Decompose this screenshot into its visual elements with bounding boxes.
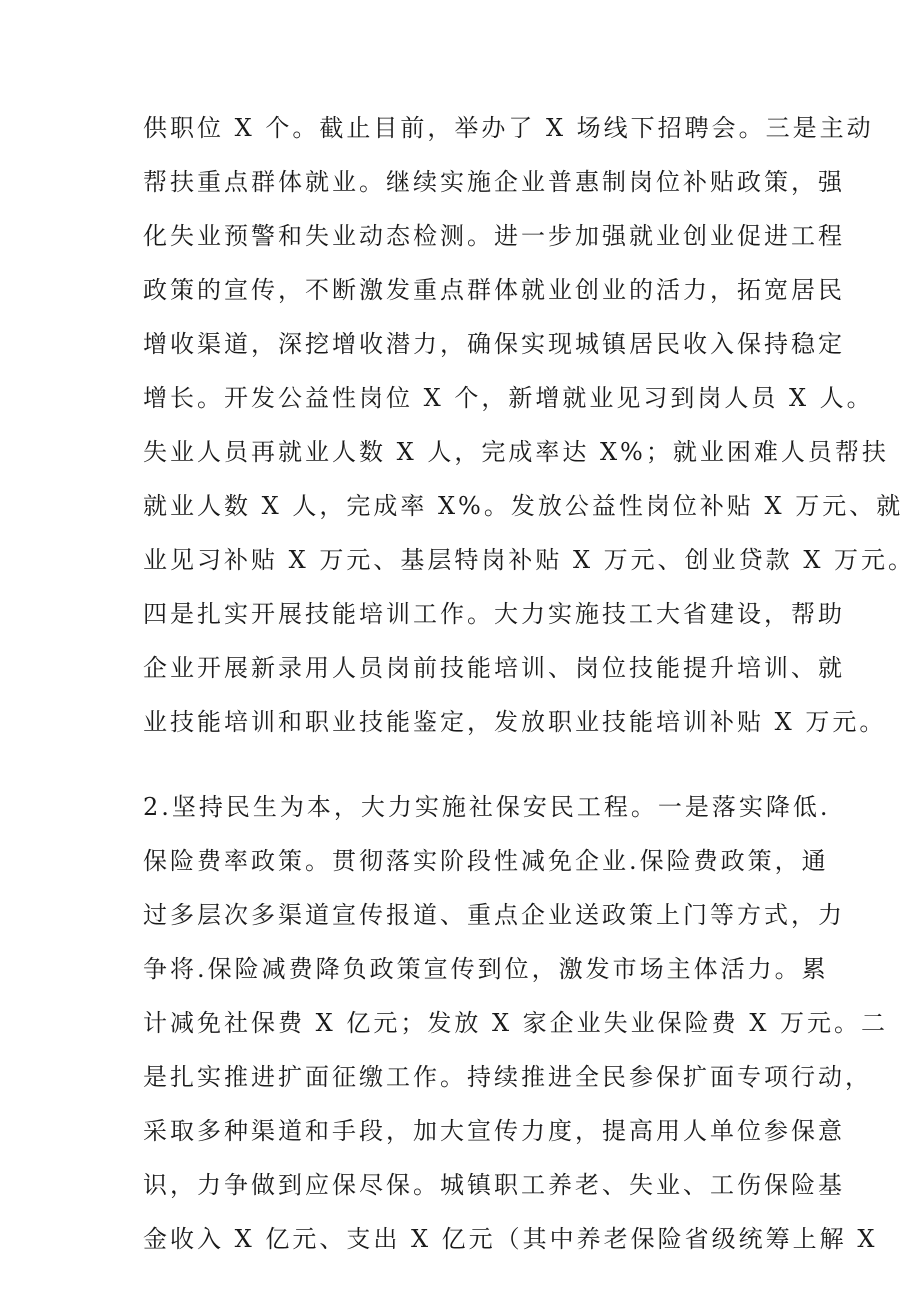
text-line: 是扎实推进扩面征缴工作。持续推进全民参保扩面专项行动， (143, 1063, 872, 1091)
text-line: 供职位 X 个。截止目前，举办了 X 场线下招聘会。三是主动 (143, 114, 874, 142)
text-line: 业技能培训和职业技能鉴定，发放职业技能培训补贴 X 万元。 (143, 708, 887, 736)
text-line: 过多层次多渠道宣传报道、重点企业送政策上门等方式，力 (143, 901, 845, 929)
text-line: 保险费率政策。贯彻落实阶段性减免企业.保险费政策，通 (143, 847, 829, 875)
text-line: 帮扶重点群体就业。继续实施企业普惠制岗位补贴政策，强 (143, 168, 845, 196)
text-line: 增长。开发公益性岗位 X 个，新增就业见习到岗人员 X 人。 (143, 384, 874, 412)
text-line: 争将.保险减费降负政策宣传到位，激发市场主体活力。累 (143, 955, 829, 983)
text-line: 企业开展新录用人员岗前技能培训、岗位技能提升培训、就 (143, 654, 845, 682)
text-line: 增收渠道，深挖增收潜力，确保实现城镇居民收入保持稳定 (143, 330, 845, 358)
text-line: 业见习补贴 X 万元、基层特岗补贴 X 万元、创业贷款 X 万元。 (143, 546, 916, 574)
text-line: 失业人员再就业人数 X 人，完成率达 X%；就业困难人员帮扶 (143, 438, 889, 466)
text-line: 采取多种渠道和手段，加大宣传力度，提高用人单位参保意 (143, 1117, 845, 1145)
text-line: 金收入 X 亿元、支出 X 亿元（其中养老保险省级统筹上解 X (143, 1225, 878, 1253)
text-line: 化失业预警和失业动态检测。进一步加强就业创业促进工程 (143, 222, 845, 250)
text-line: 识，力争做到应保尽保。城镇职工养老、失业、工伤保险基 (143, 1171, 845, 1199)
text-line: 政策的宣传，不断激发重点群体就业创业的活力，拓宽居民 (143, 276, 845, 304)
text-line: 计减免社保费 X 亿元；发放 X 家企业失业保险费 X 万元。二 (143, 1009, 889, 1037)
text-line: 2.坚持民生为本，大力实施社保安民工程。一是落实降低. (143, 793, 831, 821)
text-line: 四是扎实开展技能培训工作。大力实施技工大省建设，帮助 (143, 600, 845, 628)
text-line: 就业人数 X 人，完成率 X%。发放公益性岗位补贴 X 万元、就 (143, 492, 904, 520)
